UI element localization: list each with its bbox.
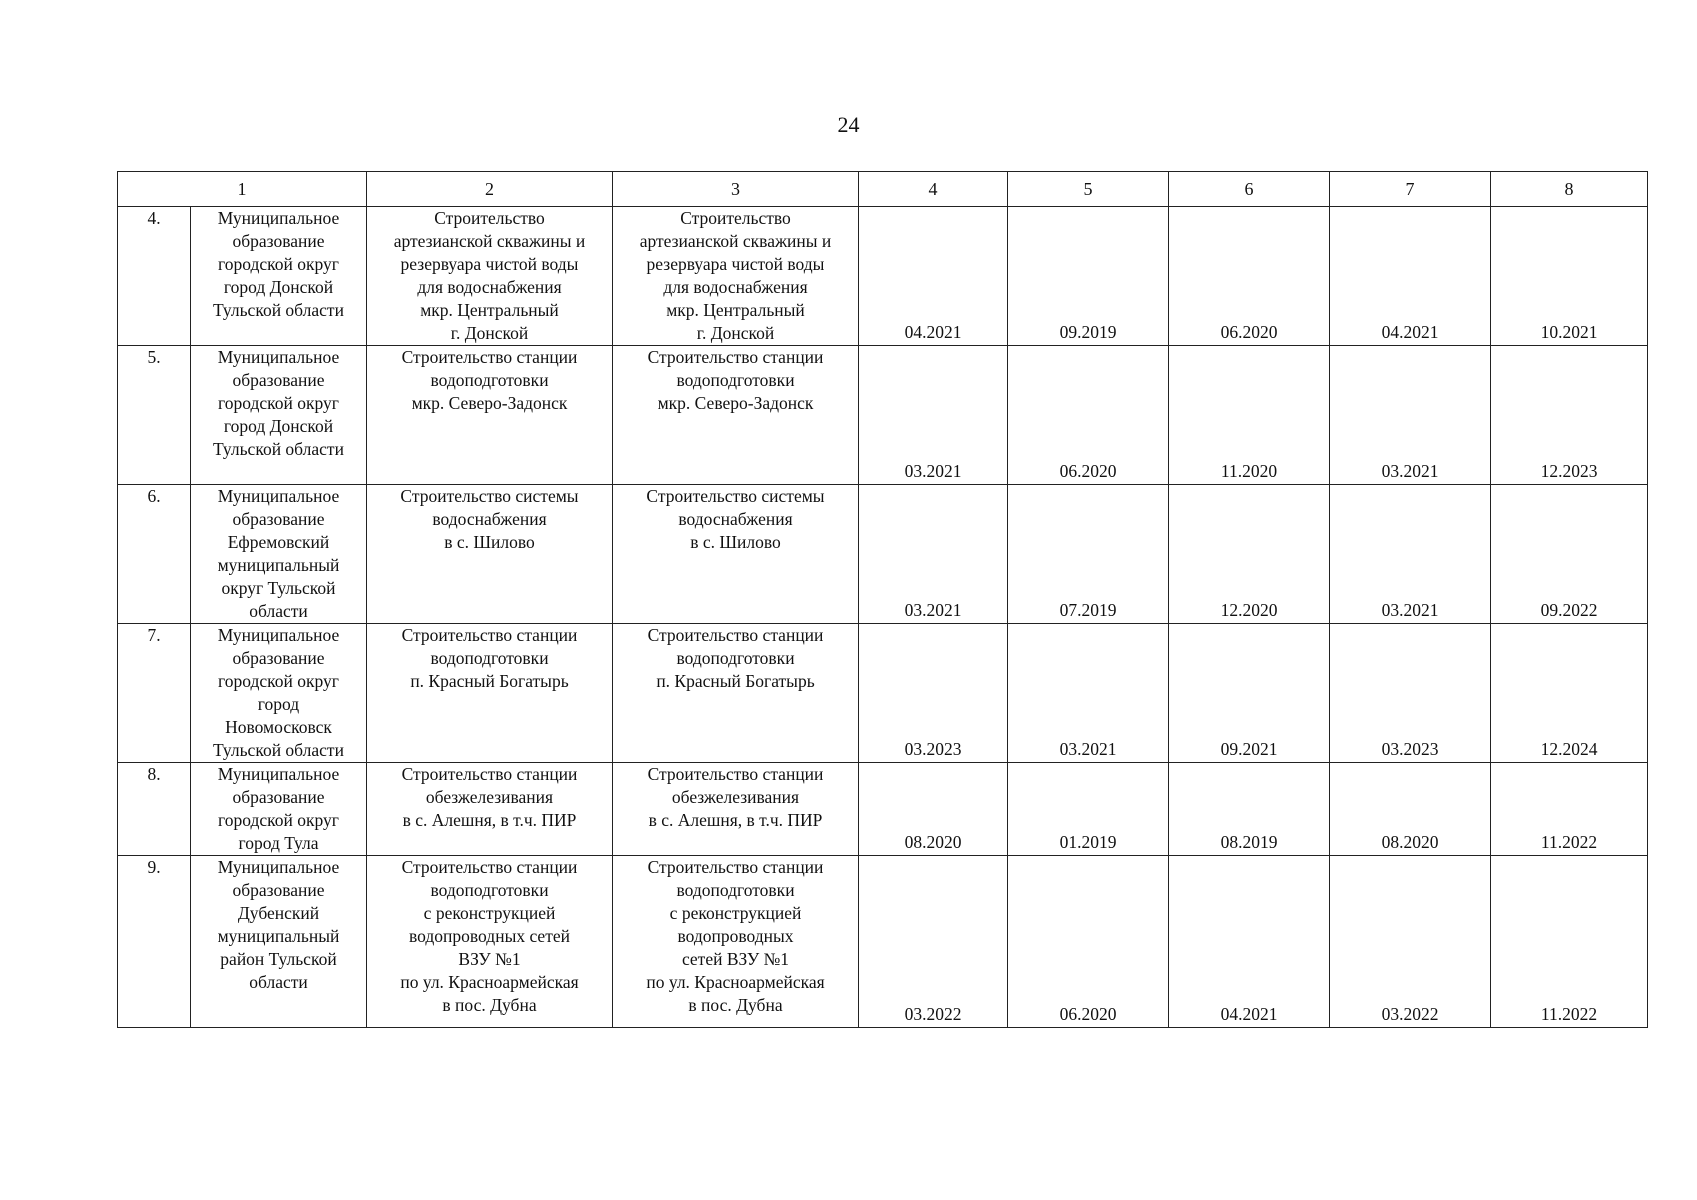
header-cell: 6 <box>1169 172 1330 207</box>
object-cell <box>367 485 613 624</box>
date-cell-8 <box>1491 207 1648 346</box>
header-cell: 4 <box>859 172 1008 207</box>
row-number-text: 4. <box>147 208 161 228</box>
date-cell-7-text: 04.2021 <box>1381 322 1439 342</box>
measure-cell <box>613 346 859 485</box>
date-cell-8-text: 12.2023 <box>1540 461 1598 481</box>
date-cell-4-text: 08.2020 <box>904 832 962 852</box>
date-cell-4 <box>859 763 1008 856</box>
header-cell: 8 <box>1491 172 1648 207</box>
date-cell-6 <box>1169 624 1330 763</box>
municipality-cell <box>191 624 367 763</box>
date-cell-5 <box>1008 346 1169 485</box>
row-number <box>118 346 191 485</box>
row-number <box>118 763 191 856</box>
municipality-cell-text: Муниципальное образование городской округ город Тула <box>217 764 340 853</box>
date-cell-6-text: 09.2021 <box>1220 739 1278 759</box>
date-cell-7 <box>1330 485 1491 624</box>
date-cell-8 <box>1491 624 1648 763</box>
date-cell-8-text: 11.2022 <box>1540 832 1598 852</box>
row-number <box>118 624 191 763</box>
date-cell-7-text: 03.2022 <box>1381 1004 1439 1024</box>
object-cell-text: Строительство станции обезжелезивания в с. Алешня, в т.ч. ПИР <box>401 764 578 830</box>
date-cell-8 <box>1491 346 1648 485</box>
date-cell-7-text: 03.2023 <box>1381 739 1439 759</box>
municipality-cell-text: Муниципальное образование городской округ город Донской Тульской области <box>213 347 344 459</box>
row-number-text: 7. <box>147 625 161 645</box>
date-cell-6-text: 04.2021 <box>1220 1004 1278 1024</box>
date-cell-7 <box>1330 207 1491 346</box>
date-cell-4 <box>859 346 1008 485</box>
date-cell-4 <box>859 485 1008 624</box>
municipality-cell-text: Муниципальное образование городской округ город Новомосковск Тульской области <box>213 625 344 760</box>
header-cell: 3 <box>613 172 859 207</box>
measure-cell-text: Строительство артезианской скважины и резервуара чистой воды для водоснабжения мкр. Центральный г. Донской <box>639 208 832 343</box>
row-number <box>118 485 191 624</box>
date-cell-8 <box>1491 763 1648 856</box>
date-cell-5-text: 07.2019 <box>1059 600 1117 620</box>
measure-cell-text: Строительство станции водоподготовки мкр. Северо-Задонск <box>647 347 824 413</box>
row-number <box>118 207 191 346</box>
measure-cell <box>613 207 859 346</box>
date-cell-5-text: 03.2021 <box>1059 739 1117 759</box>
date-cell-7 <box>1330 856 1491 1028</box>
row-number-text: 9. <box>147 857 161 877</box>
table-row <box>118 346 1648 485</box>
municipality-cell-text: Муниципальное образование городской округ город Донской Тульской области <box>213 208 344 320</box>
date-cell-5 <box>1008 624 1169 763</box>
date-cell-4 <box>859 856 1008 1028</box>
date-cell-5 <box>1008 856 1169 1028</box>
header-cell: 7 <box>1330 172 1491 207</box>
municipality-cell <box>191 856 367 1028</box>
date-cell-4-text: 03.2022 <box>904 1004 962 1024</box>
schedule-table <box>117 171 1648 1028</box>
date-cell-7 <box>1330 763 1491 856</box>
date-cell-6 <box>1169 346 1330 485</box>
municipality-cell-text: Муниципальное образование Дубенский муниципальный район Тульской области <box>217 857 340 992</box>
header-cell: 5 <box>1008 172 1169 207</box>
date-cell-7 <box>1330 346 1491 485</box>
object-cell-text: Строительство станции водоподготовки мкр. Северо-Задонск <box>401 347 578 413</box>
date-cell-5-text: 06.2020 <box>1059 461 1117 481</box>
municipality-cell <box>191 207 367 346</box>
date-cell-4 <box>859 207 1008 346</box>
date-cell-6-text: 08.2019 <box>1220 832 1278 852</box>
date-cell-8-text: 12.2024 <box>1540 739 1598 759</box>
date-cell-6-text: 06.2020 <box>1220 322 1278 342</box>
measure-cell <box>613 485 859 624</box>
date-cell-4-text: 03.2021 <box>904 461 962 481</box>
date-cell-6-text: 11.2020 <box>1220 461 1278 481</box>
municipality-cell-text: Муниципальное образование Ефремовский муниципальный округ Тульской области <box>217 486 340 621</box>
table-row <box>118 624 1648 763</box>
date-cell-7-text: 03.2021 <box>1381 461 1439 481</box>
date-cell-5-text: 01.2019 <box>1059 832 1117 852</box>
date-cell-7-text: 08.2020 <box>1381 832 1439 852</box>
measure-cell-text: Строительство станции водоподготовки с реконструкцией водопроводных сетей ВЗУ №1 по ул. Красноармейская в пос. Дубна <box>646 857 825 1015</box>
municipality-cell <box>191 485 367 624</box>
measure-cell <box>613 624 859 763</box>
table-header-row <box>118 172 1648 207</box>
table-row <box>118 856 1648 1028</box>
date-cell-6-text: 12.2020 <box>1220 600 1278 620</box>
municipality-cell <box>191 346 367 485</box>
header-cell: 2 <box>367 172 613 207</box>
object-cell-text: Строительство артезианской скважины и резервуара чистой воды для водоснабжения мкр. Центральный г. Донской <box>393 208 586 343</box>
row-number <box>118 856 191 1028</box>
object-cell <box>367 207 613 346</box>
date-cell-8-text: 11.2022 <box>1540 1004 1598 1024</box>
row-number-text: 8. <box>147 764 161 784</box>
date-cell-5-text: 06.2020 <box>1059 1004 1117 1024</box>
date-cell-7-text: 03.2021 <box>1381 600 1439 620</box>
date-cell-8 <box>1491 485 1648 624</box>
table-row <box>118 763 1648 856</box>
measure-cell-text: Строительство системы водоснабжения в с. Шилово <box>646 486 825 552</box>
date-cell-4 <box>859 624 1008 763</box>
municipality-cell <box>191 763 367 856</box>
measure-cell-text: Строительство станции обезжелезивания в с. Алешня, в т.ч. ПИР <box>647 764 824 830</box>
date-cell-5 <box>1008 763 1169 856</box>
table-row <box>118 207 1648 346</box>
date-cell-4-text: 04.2021 <box>904 322 962 342</box>
date-cell-5-text: 09.2019 <box>1059 322 1117 342</box>
header-cell: 1 <box>118 172 367 207</box>
object-cell-text: Строительство станции водоподготовки с реконструкцией водопроводных сетей ВЗУ №1 по ул. Красноармейская в пос. Дубна <box>400 857 579 1015</box>
date-cell-8 <box>1491 856 1648 1028</box>
measure-cell <box>613 856 859 1028</box>
row-number-text: 6. <box>147 486 161 506</box>
page-number: 24 <box>837 112 860 137</box>
measure-cell <box>613 763 859 856</box>
date-cell-6 <box>1169 856 1330 1028</box>
object-cell-text: Строительство системы водоснабжения в с. Шилово <box>400 486 579 552</box>
date-cell-5 <box>1008 207 1169 346</box>
object-cell <box>367 346 613 485</box>
object-cell-text: Строительство станции водоподготовки п. Красный Богатырь <box>401 625 578 691</box>
row-number-text: 5. <box>147 347 161 367</box>
date-cell-5 <box>1008 485 1169 624</box>
measure-cell-text: Строительство станции водоподготовки п. Красный Богатырь <box>647 625 824 691</box>
date-cell-6 <box>1169 485 1330 624</box>
date-cell-8-text: 09.2022 <box>1540 600 1598 620</box>
date-cell-6 <box>1169 763 1330 856</box>
date-cell-7 <box>1330 624 1491 763</box>
date-cell-4-text: 03.2023 <box>904 739 962 759</box>
date-cell-4-text: 03.2021 <box>904 600 962 620</box>
object-cell <box>367 856 613 1028</box>
object-cell <box>367 624 613 763</box>
date-cell-6 <box>1169 207 1330 346</box>
object-cell <box>367 763 613 856</box>
date-cell-8-text: 10.2021 <box>1540 322 1598 342</box>
table-row <box>118 485 1648 624</box>
